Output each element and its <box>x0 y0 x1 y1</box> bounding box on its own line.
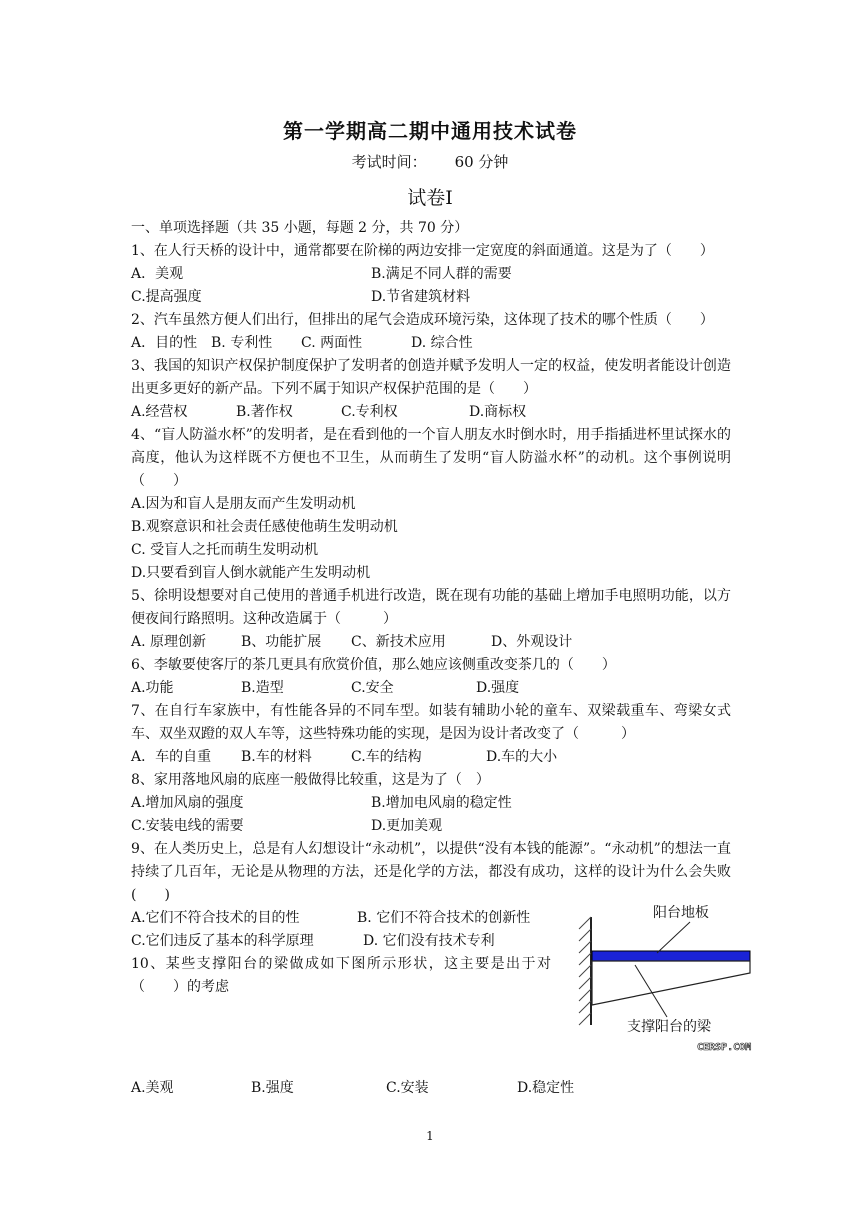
option: C、新技术应用 <box>351 634 446 650</box>
question-stem: 5、徐明设想要对自己使用的普通手机进行改造，既在现有功能的基础上增加手电照明功能，以方便夜间行路照明。这种改造属于（ ） <box>131 588 731 627</box>
option: A.它们不符合技术的目的性 <box>131 910 300 926</box>
question-stem: 8、家用落地风扇的底座一般做得比较重，这是为了（ ） <box>131 772 490 788</box>
support-beam <box>592 961 750 1005</box>
leader-line-top <box>657 922 690 953</box>
option: D.商标权 <box>469 404 527 420</box>
option: B.强度 <box>251 1080 294 1096</box>
option: C.安装电线的需要 <box>131 818 244 834</box>
option: B.观察意识和社会责任感使他萌生发明动机 <box>131 519 398 535</box>
page-number: 1 <box>426 1129 434 1143</box>
option-row <box>131 631 731 654</box>
option: A．美观 <box>131 266 184 282</box>
option: A.增加风扇的强度 <box>131 795 244 811</box>
question-stem: 4、“盲人防溢水杯”的发明者，是在看到他的一个盲人朋友水时倒水时，用手指插进杯里试探水的高度，他认为这样既不方便也不卫生，从而萌生了发明“盲人防溢水杯”的动机。这个事例说明（ ） <box>131 427 731 489</box>
option-row <box>131 746 731 769</box>
option: C.安全 <box>351 680 394 696</box>
question-stem: 9、在人类历史上，总是有人幻想设计“永动机”，以提供“没有本钱的能源”。“永动机”的想法一直持续了几百年，无论是从物理的方法，还是化学的方法，都没有成功，这样的设计为什么会失败( ) <box>131 841 731 903</box>
question-stem: 6、李敏要使客厅的茶几更具有欣赏价值，那么她应该侧重改变茶几的（ ） <box>131 657 616 673</box>
option-row <box>131 332 731 355</box>
option: C.车的结构 <box>351 749 422 765</box>
option: D.稳定性 <box>517 1080 575 1096</box>
option: B.造型 <box>241 680 284 696</box>
option: A.美观 <box>131 1080 174 1096</box>
option: D.强度 <box>476 680 520 696</box>
option: C.专利权 <box>341 404 398 420</box>
option: C. 受盲人之托而萌生发明动机 <box>131 542 319 558</box>
balcony-slab <box>592 951 750 961</box>
option: D. 综合性 <box>411 335 473 351</box>
wall-hatch <box>579 917 591 1025</box>
option-row <box>131 1077 731 1100</box>
balcony-beam-figure <box>575 895 775 1055</box>
option: B.增加电风扇的稳定性 <box>371 795 512 811</box>
option: A. 原理创新 <box>131 634 207 650</box>
label-support-beam: 支撑阳台的梁 <box>627 1019 711 1035</box>
option-row <box>131 792 731 815</box>
option-row <box>131 401 731 424</box>
label-balcony-floor: 阳台地板 <box>653 905 709 921</box>
option: A.因为和盲人是朋友而产生发明动机 <box>131 496 356 512</box>
option: B、功能扩展 <box>241 634 322 650</box>
time-value: 60 分钟 <box>454 153 509 171</box>
exam-title: 第一学期高二期中通用技术试卷 <box>283 119 577 143</box>
option: A.经营权 <box>131 404 188 420</box>
paper-label: 试卷Ⅰ <box>407 187 453 209</box>
option-row <box>131 263 731 286</box>
section-heading: 一、单项选择题（共 35 小题，每题 2 分，共 70 分） <box>131 220 469 236</box>
question-stem: 2、汽车虽然方便人们出行，但排出的尾气会造成环境污染，这体现了技术的哪个性质（ ） <box>131 312 714 328</box>
option-row <box>131 815 731 838</box>
option: B. 专利性 <box>211 335 273 351</box>
option: D.车的大小 <box>486 749 558 765</box>
option: A．目的性 <box>131 335 198 351</box>
option: B.车的材料 <box>241 749 312 765</box>
option: D、外观设计 <box>491 634 573 650</box>
question-stem: 7、在自行车家族中，有性能各异的不同车型。如装有辅助小轮的童车、双梁载重车、弯梁女式车、双坐双蹬的双人车等，这些特殊功能的实现，是因为设计者改变了（ ） <box>131 703 731 742</box>
option: D. 它们没有技术专利 <box>363 933 495 949</box>
exam-time <box>0 151 860 172</box>
option: D.只要看到盲人倒水就能产生发明动机 <box>131 565 371 581</box>
option: B.满足不同人群的需要 <box>371 266 512 282</box>
option: C.安装 <box>386 1080 429 1096</box>
option-row <box>131 286 731 309</box>
watermark: CERSP.COM <box>697 1042 752 1053</box>
option: C.它们违反了基本的科学原理 <box>131 933 314 949</box>
option: B.著作权 <box>236 404 293 420</box>
option: B. 它们不符合技术的创新性 <box>357 910 531 926</box>
time-label: 考试时间： <box>351 153 427 171</box>
option: D.节省建筑材料 <box>371 289 471 305</box>
option: A．车的自重 <box>131 749 212 765</box>
question-stem: 10、某些支撑阳台的梁做成如下图所示形状，这主要是出于对（ ）的考虑 <box>131 956 551 995</box>
option: A.功能 <box>131 680 174 696</box>
option: D.更加美观 <box>371 818 443 834</box>
question-stem: 3、我国的知识产权保护制度保护了发明者的创造并赋予发明人一定的权益，使发明者能设计创造出更多更好的新产品。下列不属于知识产权保护范围的是（ ） <box>131 358 731 397</box>
option-row <box>131 677 731 700</box>
question-stem: 1、在人行天桥的设计中，通常都要在阶梯的两边安排一定宽度的斜面通道。这是为了（ ） <box>131 243 714 259</box>
option: C.提高强度 <box>131 289 202 305</box>
option: C. 两面性 <box>301 335 363 351</box>
